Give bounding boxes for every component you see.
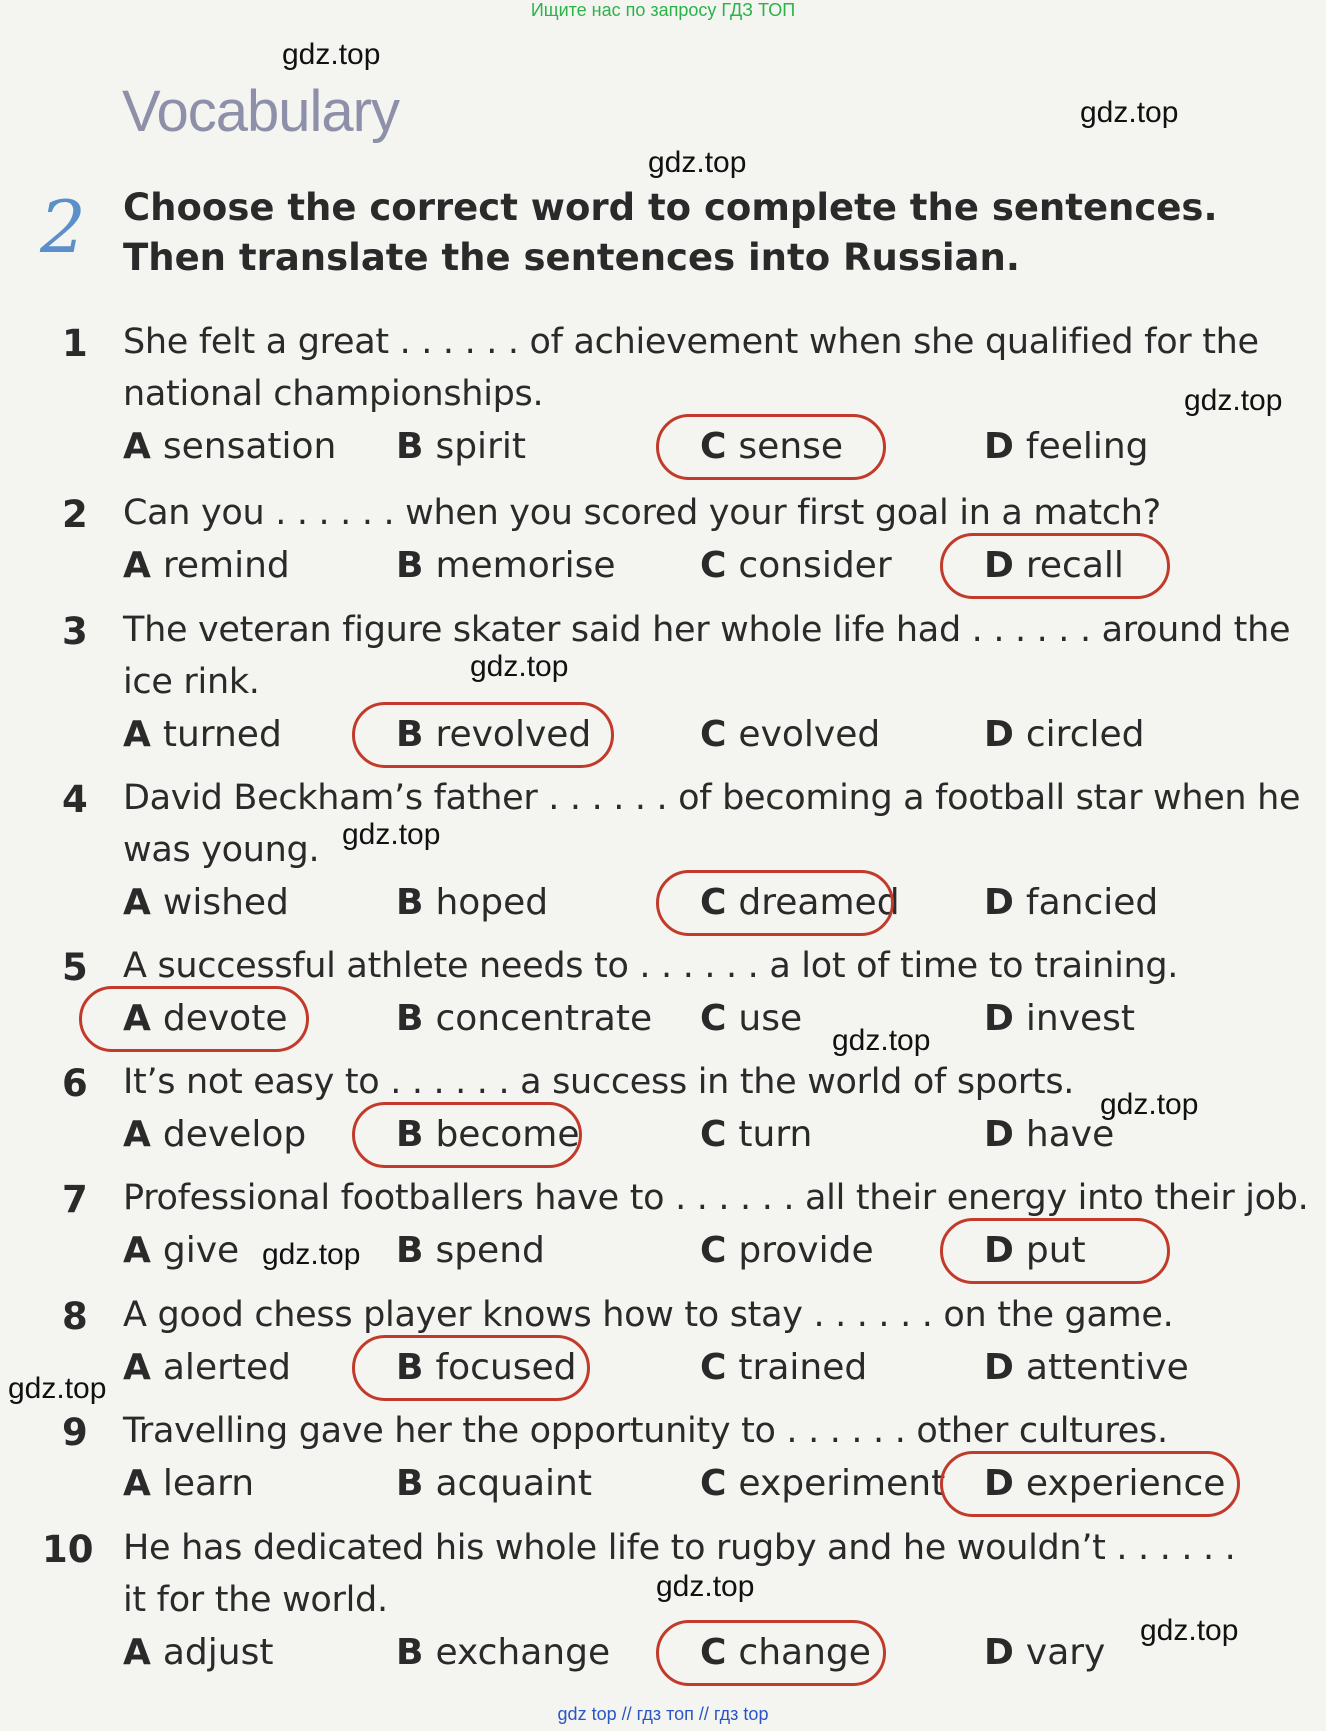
option-word: hoped bbox=[435, 882, 549, 923]
option-word: acquaint bbox=[435, 1463, 592, 1504]
option-letter: A bbox=[123, 1632, 151, 1673]
option-letter: A bbox=[123, 714, 151, 755]
option-word: wished bbox=[162, 882, 289, 923]
option-letter: A bbox=[123, 1463, 151, 1504]
question-text: A successful athlete needs to . . . . . . a lot of time to training. bbox=[123, 946, 1179, 986]
section-title: Vocabulary bbox=[122, 79, 399, 144]
option-d[interactable] bbox=[984, 998, 1135, 1039]
option-word: sense bbox=[738, 426, 844, 467]
option-letter: D bbox=[984, 1463, 1014, 1504]
option-letter: D bbox=[984, 882, 1014, 923]
answer-circle bbox=[656, 414, 886, 480]
option-a[interactable] bbox=[123, 1632, 273, 1673]
option-letter: C bbox=[700, 1463, 727, 1504]
watermark: gdz.top bbox=[1140, 1614, 1239, 1647]
option-word: concentrate bbox=[435, 998, 653, 1039]
answer-circle bbox=[352, 1335, 590, 1401]
option-letter: D bbox=[984, 1632, 1014, 1673]
option-word: devote bbox=[162, 998, 288, 1039]
question-number: 4 bbox=[62, 778, 88, 821]
option-d[interactable] bbox=[984, 714, 1145, 755]
option-letter: D bbox=[984, 998, 1014, 1039]
option-b[interactable] bbox=[396, 882, 548, 923]
question-number: 10 bbox=[42, 1528, 94, 1571]
exercise-number: 2 bbox=[40, 185, 86, 269]
option-letter: D bbox=[984, 714, 1014, 755]
answer-circle bbox=[940, 1451, 1240, 1517]
option-c[interactable] bbox=[700, 998, 802, 1039]
watermark: gdz.top bbox=[262, 1238, 361, 1271]
option-word: evolved bbox=[738, 714, 881, 755]
watermark: gdz.top bbox=[282, 38, 381, 71]
option-a[interactable] bbox=[123, 1463, 254, 1504]
option-letter: D bbox=[984, 426, 1014, 467]
question-text: A good chess player knows how to stay . . . . . . on the game. bbox=[123, 1295, 1174, 1335]
answer-circle bbox=[352, 702, 614, 768]
watermark: gdz.top bbox=[470, 650, 569, 683]
answer-circle bbox=[940, 1218, 1170, 1284]
watermark: gdz.top bbox=[1184, 384, 1283, 417]
option-d[interactable] bbox=[984, 1632, 1105, 1673]
option-c[interactable] bbox=[700, 1463, 945, 1504]
option-a[interactable] bbox=[123, 426, 336, 467]
option-letter: A bbox=[123, 1230, 151, 1271]
option-letter: B bbox=[396, 545, 424, 586]
exercise-instruction bbox=[123, 183, 1218, 283]
option-letter: B bbox=[396, 426, 424, 467]
question-number: 5 bbox=[62, 946, 88, 989]
option-word: dreamed bbox=[738, 882, 900, 923]
option-a[interactable] bbox=[123, 714, 282, 755]
option-letter: A bbox=[123, 998, 151, 1039]
option-a[interactable] bbox=[123, 1347, 291, 1388]
question-text: It’s not easy to . . . . . . a success in the world of sports. bbox=[123, 1062, 1075, 1102]
question-text: Travelling gave her the opportunity to . . . . . . other cultures. bbox=[123, 1411, 1168, 1451]
question-text: She felt a great . . . . . . of achievement when she qualified for the bbox=[123, 322, 1259, 362]
instruction-line-1: Choose the correct word to complete the sentences. bbox=[123, 186, 1218, 229]
option-letter: D bbox=[984, 1230, 1014, 1271]
option-a[interactable] bbox=[123, 882, 289, 923]
option-word: fancied bbox=[1025, 882, 1159, 923]
option-a[interactable] bbox=[123, 1114, 306, 1155]
question-text: The veteran figure skater said her whole life had . . . . . . around the bbox=[123, 610, 1291, 650]
option-word: sensation bbox=[162, 426, 337, 467]
watermark: gdz.top bbox=[1100, 1088, 1199, 1121]
option-letter: C bbox=[700, 1230, 727, 1271]
option-word: alerted bbox=[162, 1347, 292, 1388]
option-letter: B bbox=[396, 1347, 424, 1388]
option-word: have bbox=[1025, 1114, 1115, 1155]
option-word: spirit bbox=[435, 426, 526, 467]
option-b[interactable] bbox=[396, 998, 652, 1039]
option-word: consider bbox=[738, 545, 892, 586]
option-word: learn bbox=[162, 1463, 255, 1504]
question-text: Professional footballers have to . . . . . . all their energy into their job. bbox=[123, 1178, 1309, 1218]
answer-circle bbox=[79, 986, 309, 1052]
option-letter: D bbox=[984, 545, 1014, 586]
option-word: experience bbox=[1025, 1463, 1226, 1504]
question-text: He has dedicated his whole life to rugby and he wouldn’t . . . . . . bbox=[123, 1528, 1236, 1568]
option-word: memorise bbox=[435, 545, 616, 586]
question-number: 1 bbox=[62, 322, 88, 365]
option-letter: A bbox=[123, 1347, 151, 1388]
option-word: become bbox=[435, 1114, 580, 1155]
option-letter: C bbox=[700, 882, 727, 923]
option-letter: D bbox=[984, 1347, 1014, 1388]
question-number: 7 bbox=[62, 1178, 88, 1221]
option-letter: B bbox=[396, 1463, 424, 1504]
option-word: give bbox=[162, 1230, 240, 1271]
option-c[interactable] bbox=[700, 1114, 812, 1155]
option-letter: C bbox=[700, 545, 727, 586]
option-c[interactable] bbox=[700, 545, 892, 586]
option-letter: C bbox=[700, 426, 727, 467]
option-word: invest bbox=[1025, 998, 1136, 1039]
option-a[interactable] bbox=[123, 1230, 239, 1271]
question-number: 6 bbox=[62, 1062, 88, 1105]
bottom-banner: gdz top // гдз топ // гдз top bbox=[557, 1704, 769, 1724]
question-text-continued: ice rink. bbox=[123, 662, 260, 702]
option-letter: A bbox=[123, 426, 151, 467]
option-word: develop bbox=[162, 1114, 307, 1155]
option-letter: C bbox=[700, 998, 727, 1039]
option-d[interactable] bbox=[984, 882, 1158, 923]
option-letter: C bbox=[700, 1347, 727, 1388]
question-text-continued: it for the world. bbox=[123, 1580, 388, 1620]
option-word: attentive bbox=[1025, 1347, 1189, 1388]
answer-circle bbox=[940, 533, 1170, 599]
option-word: change bbox=[738, 1632, 871, 1673]
question-number: 3 bbox=[62, 610, 88, 653]
option-letter: C bbox=[700, 1632, 727, 1673]
option-word: put bbox=[1025, 1230, 1086, 1271]
option-letter: A bbox=[123, 545, 151, 586]
option-c[interactable] bbox=[700, 1347, 867, 1388]
option-b[interactable] bbox=[396, 1632, 610, 1673]
question-text: Can you . . . . . . when you scored your first goal in a match? bbox=[123, 493, 1161, 533]
option-word: focused bbox=[435, 1347, 577, 1388]
option-letter: B bbox=[396, 998, 424, 1039]
answer-circle bbox=[656, 1620, 886, 1686]
option-letter: B bbox=[396, 714, 424, 755]
option-word: recall bbox=[1025, 545, 1124, 586]
option-word: remind bbox=[162, 545, 290, 586]
option-c[interactable] bbox=[700, 1230, 874, 1271]
answer-circle bbox=[352, 1102, 582, 1168]
watermark: gdz.top bbox=[648, 146, 747, 179]
watermark: gdz.top bbox=[8, 1372, 107, 1405]
option-b[interactable] bbox=[396, 1463, 592, 1504]
option-word: turned bbox=[162, 714, 282, 755]
option-letter: B bbox=[396, 1114, 424, 1155]
option-word: trained bbox=[738, 1347, 868, 1388]
option-d[interactable] bbox=[984, 426, 1149, 467]
answer-circle bbox=[656, 870, 894, 936]
option-b[interactable] bbox=[396, 426, 526, 467]
option-word: turn bbox=[738, 1114, 813, 1155]
option-b[interactable] bbox=[396, 545, 615, 586]
watermark: gdz.top bbox=[832, 1024, 931, 1057]
top-banner: Ищите нас по запросу ГДЗ ТОП bbox=[530, 0, 796, 20]
option-d[interactable] bbox=[984, 1347, 1189, 1388]
option-word: revolved bbox=[435, 714, 592, 755]
instruction-line-2: Then translate the sentences into Russian. bbox=[123, 236, 1020, 279]
option-c[interactable] bbox=[700, 714, 880, 755]
option-word: spend bbox=[435, 1230, 545, 1271]
option-word: exchange bbox=[435, 1632, 611, 1673]
question-text: David Beckham’s father . . . . . . of becoming a football star when he bbox=[123, 778, 1301, 818]
watermark: gdz.top bbox=[342, 818, 441, 851]
option-word: vary bbox=[1025, 1632, 1106, 1673]
option-letter: C bbox=[700, 714, 727, 755]
option-letter: B bbox=[396, 1632, 424, 1673]
option-b[interactable] bbox=[396, 1230, 545, 1271]
question-number: 2 bbox=[62, 493, 88, 536]
option-word: feeling bbox=[1025, 426, 1149, 467]
option-word: provide bbox=[738, 1230, 874, 1271]
option-letter: C bbox=[700, 1114, 727, 1155]
question-text-continued: national championships. bbox=[123, 374, 544, 414]
question-text-continued: was young. bbox=[123, 830, 320, 870]
option-letter: A bbox=[123, 882, 151, 923]
watermark: gdz.top bbox=[656, 1570, 755, 1603]
watermark: gdz.top bbox=[1080, 96, 1179, 129]
option-word: adjust bbox=[162, 1632, 274, 1673]
option-a[interactable] bbox=[123, 545, 290, 586]
option-word: experiment bbox=[738, 1463, 946, 1504]
option-word: use bbox=[738, 998, 803, 1039]
option-letter: B bbox=[396, 882, 424, 923]
option-letter: D bbox=[984, 1114, 1014, 1155]
option-d[interactable] bbox=[984, 1114, 1114, 1155]
question-number: 8 bbox=[62, 1295, 88, 1338]
option-letter: A bbox=[123, 1114, 151, 1155]
question-number: 9 bbox=[62, 1411, 88, 1454]
option-letter: B bbox=[396, 1230, 424, 1271]
option-word: circled bbox=[1025, 714, 1145, 755]
